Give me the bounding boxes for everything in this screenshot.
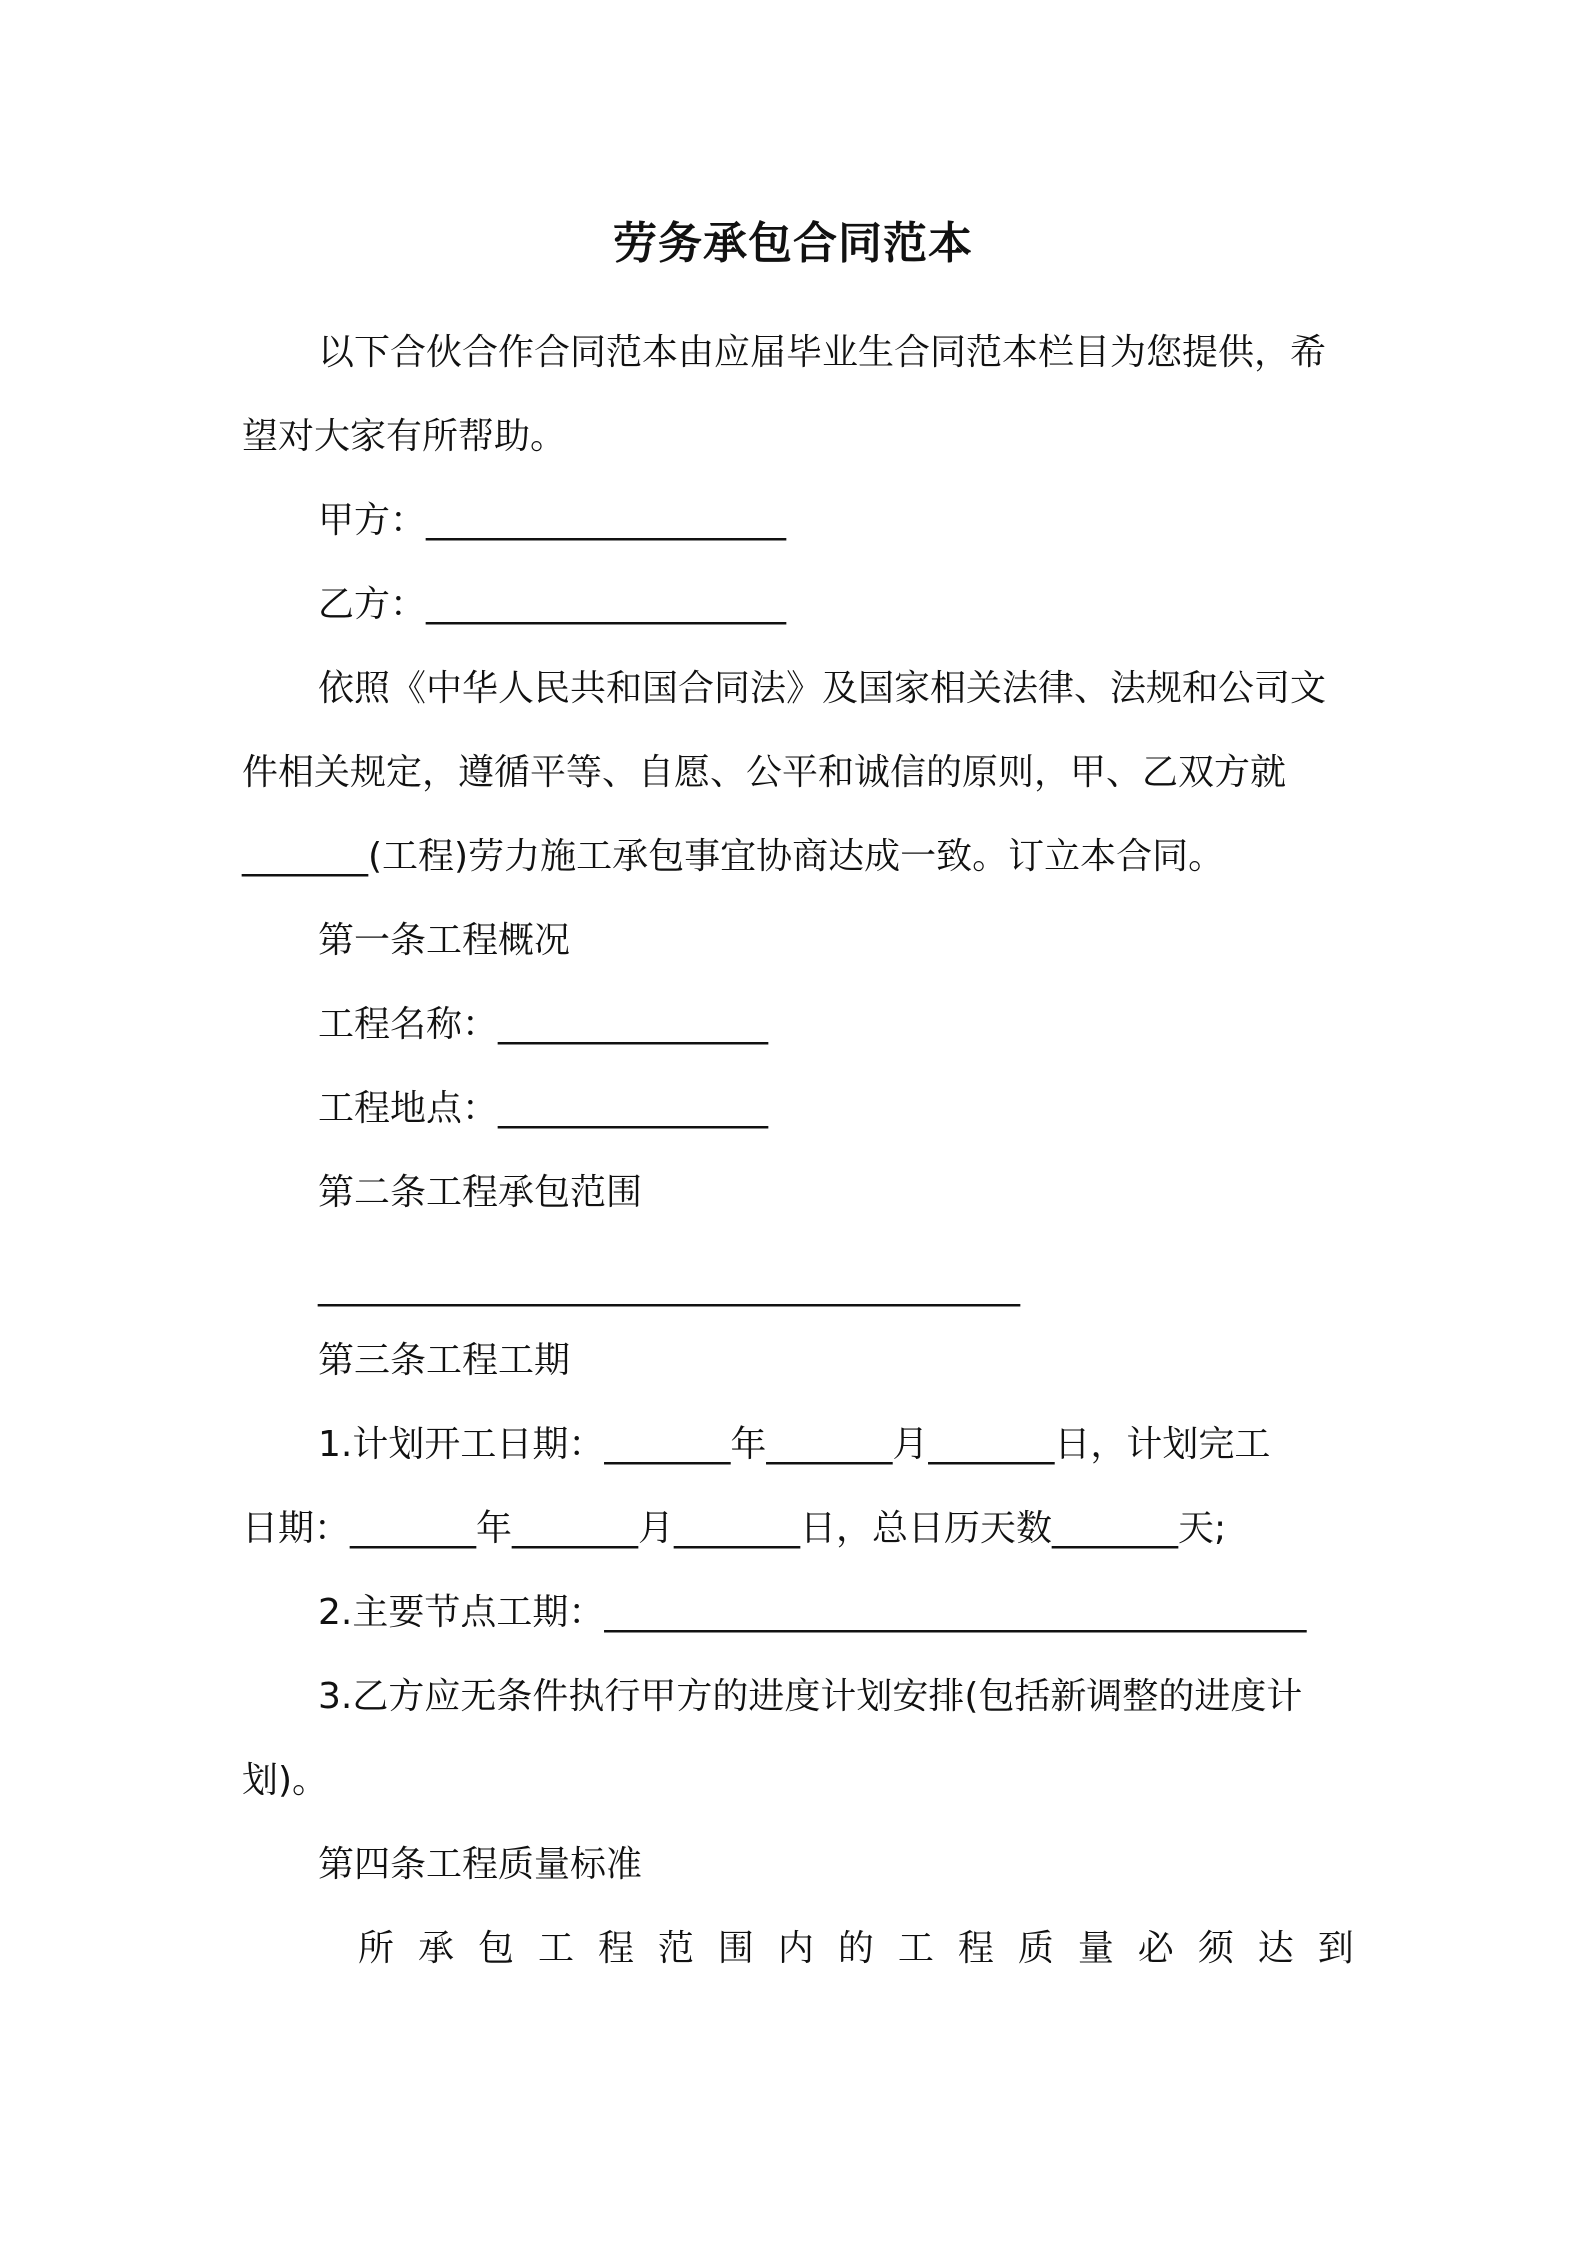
article-3-heading: 第三条工程工期 bbox=[318, 1340, 571, 1381]
schedule-paragraph-line-1: 3.乙方应无条件执行甲方的进度计划安排(包括新调整的进度计 bbox=[318, 1676, 1303, 1717]
project-location-field: 工程地点：_______________ bbox=[318, 1088, 769, 1129]
quality-line-char: 质 bbox=[1017, 1928, 1054, 1969]
quality-line-char: 工 bbox=[537, 1928, 574, 1969]
period-paragraph-line-2: 日期：_______年_______月_______日，总日历天数_______天; bbox=[242, 1508, 1227, 1549]
quality-line-char: 承 bbox=[417, 1928, 454, 1969]
quality-line-char: 所 bbox=[358, 1928, 395, 1969]
quality-line-char: 包 bbox=[477, 1928, 514, 1969]
article-1-heading: 第一条工程概况 bbox=[318, 920, 571, 961]
basis-paragraph-line-1: 依照《中华人民共和国合同法》及国家相关法律、法规和公司文 bbox=[318, 668, 1327, 709]
document-title: 劳务承包合同范本 bbox=[613, 218, 973, 269]
period-paragraph-line-1: 1.计划开工日期：_______年_______月_______日，计划完工 bbox=[318, 1424, 1271, 1465]
quality-line-char: 的 bbox=[837, 1928, 874, 1969]
article-2-blank-line: _______________________________________ bbox=[318, 1266, 1020, 1307]
schedule-paragraph-line-2: 划)。 bbox=[242, 1760, 329, 1801]
party-a-field: 甲方：____________________ bbox=[318, 500, 787, 541]
milestones-field: 2.主要节点工期：_______________________________________ bbox=[318, 1592, 1307, 1633]
quality-line-char: 必 bbox=[1137, 1928, 1174, 1969]
quality-line-char: 量 bbox=[1077, 1928, 1114, 1969]
quality-line-char: 工 bbox=[897, 1928, 934, 1969]
basis-paragraph-line-3: _______(工程)劳力施工承包事宜协商达成一致。订立本合同。 bbox=[242, 836, 1225, 877]
quality-line-char: 程 bbox=[597, 1928, 634, 1969]
party-b-field: 乙方：____________________ bbox=[318, 584, 787, 625]
article-4-heading: 第四条工程质量标准 bbox=[318, 1844, 643, 1885]
basis-paragraph-line-2: 件相关规定，遵循平等、自愿、公平和诚信的原则，甲、乙双方就 bbox=[242, 752, 1287, 793]
quality-line-char: 围 bbox=[717, 1928, 754, 1969]
project-name-field: 工程名称：_______________ bbox=[318, 1004, 769, 1045]
quality-line-char: 程 bbox=[957, 1928, 994, 1969]
quality-line-char: 须 bbox=[1197, 1928, 1234, 1969]
intro-paragraph-line-2: 望对大家有所帮助。 bbox=[242, 416, 567, 457]
quality-line-char: 范 bbox=[657, 1928, 694, 1969]
quality-line-char: 达 bbox=[1257, 1928, 1294, 1969]
intro-paragraph-line-1: 以下合伙合作合同范本由应届毕业生合同范本栏目为您提供，希 bbox=[318, 332, 1327, 373]
article-2-heading: 第二条工程承包范围 bbox=[318, 1172, 643, 1213]
quality-line-char: 内 bbox=[777, 1928, 814, 1969]
quality-line-char: 到 bbox=[1317, 1928, 1354, 1969]
quality-standard-line bbox=[358, 1924, 1354, 1974]
